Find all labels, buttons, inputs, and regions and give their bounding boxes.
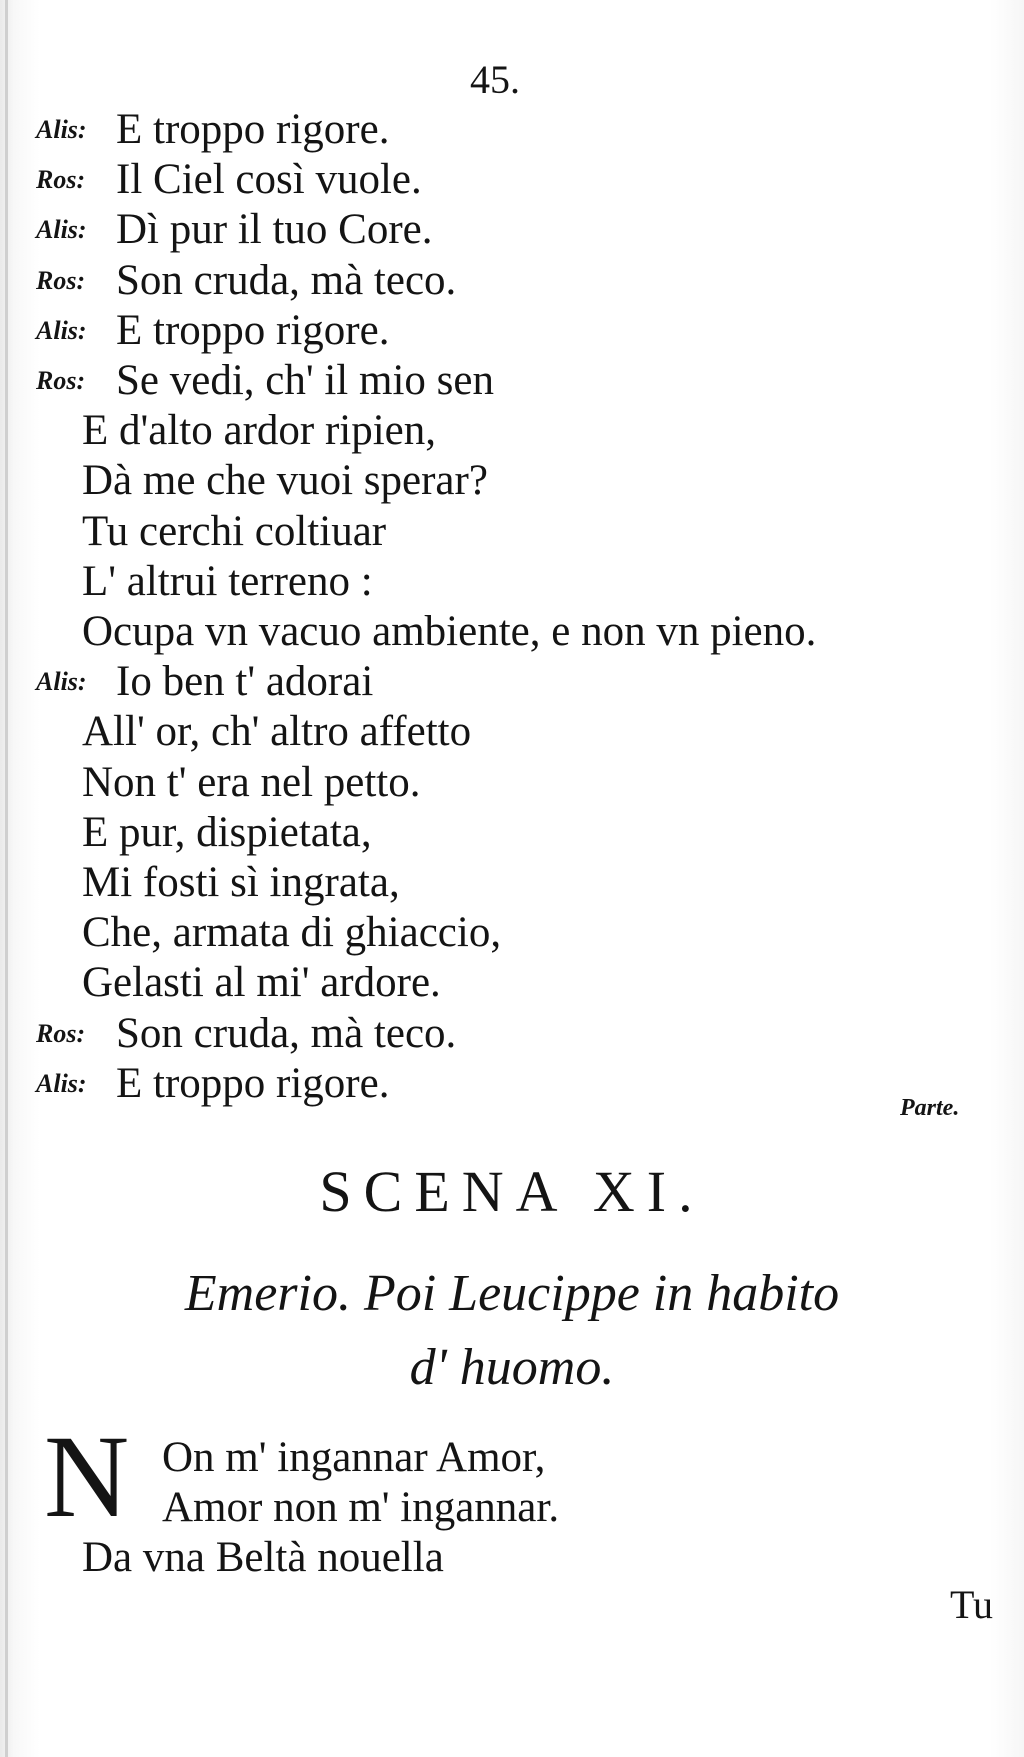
page-number: 45. (470, 57, 520, 102)
scene-title: SCENA XI. (319, 1159, 705, 1224)
dialogue-text: Gelasti al mi' ardore. (82, 959, 441, 1007)
dialogue-text: Il Ciel così vuole. (116, 156, 422, 204)
dialogue-text: All' or, ch' altro affetto (82, 708, 472, 756)
gutter-shadow (5, 0, 8, 1757)
dialogue-text: Son cruda, mà teco. (116, 1009, 457, 1057)
dialogue-text: E d'alto ardor ripien, (82, 407, 437, 455)
drop-cap: N (44, 1411, 130, 1542)
dialogue-text: Dì pur il tuo Core. (116, 206, 433, 254)
speaker-label: Ros: (36, 1018, 86, 1048)
dialogue-text: E pur, dispietata, (82, 808, 372, 856)
dialogue-text: Che, armata di ghiaccio, (82, 909, 502, 957)
speaker-label: Ros: (36, 265, 86, 295)
dialogue-text: Ocupa vn vacuo ambiente, e non vn pieno. (82, 608, 817, 655)
speaker-label: Ros: (36, 165, 86, 195)
dialogue-text: Se vedi, ch' il mio sen (116, 357, 494, 404)
dialogue-text: Io ben t' adorai (116, 658, 374, 706)
dialogue-text: E troppo rigore. (116, 1059, 390, 1107)
speaker-label: Ros: (36, 366, 86, 395)
stage-direction: Parte. (900, 1095, 960, 1121)
speaker-label: Alis: (36, 115, 87, 144)
dialogue-text: Mi fosti sì ingrata, (82, 859, 400, 906)
dialogue-text: Non t' era nel petto. (82, 758, 421, 806)
scene-persons-line-1: Emerio. Poi Leucippe in habito (184, 1265, 840, 1322)
dialogue-text: Son cruda, mà teco. (116, 256, 457, 304)
catchword: Tu (950, 1582, 994, 1627)
song-line-2: Amor non m' ingannar. (162, 1484, 560, 1531)
scene-persons-line-2: d' huomo. (409, 1339, 615, 1396)
speaker-label: Alis: (36, 1068, 87, 1098)
dialogue-text: Tu cerchi coltiuar (82, 507, 387, 555)
speaker-label: Alis: (36, 315, 87, 345)
song-line-3: Da vna Beltà nouella (82, 1534, 444, 1581)
dialogue-text: Dà me che vuoi sperar? (82, 457, 488, 505)
dialogue-text: E troppo rigore. (116, 106, 390, 153)
dialogue-text: E troppo rigore. (116, 306, 390, 354)
dialogue-text: L' altrui terreno : (82, 557, 373, 605)
speaker-label: Alis: (36, 667, 87, 697)
song-line-1: On m' ingannar Amor, (162, 1434, 546, 1481)
speaker-label: Alis: (36, 215, 87, 245)
